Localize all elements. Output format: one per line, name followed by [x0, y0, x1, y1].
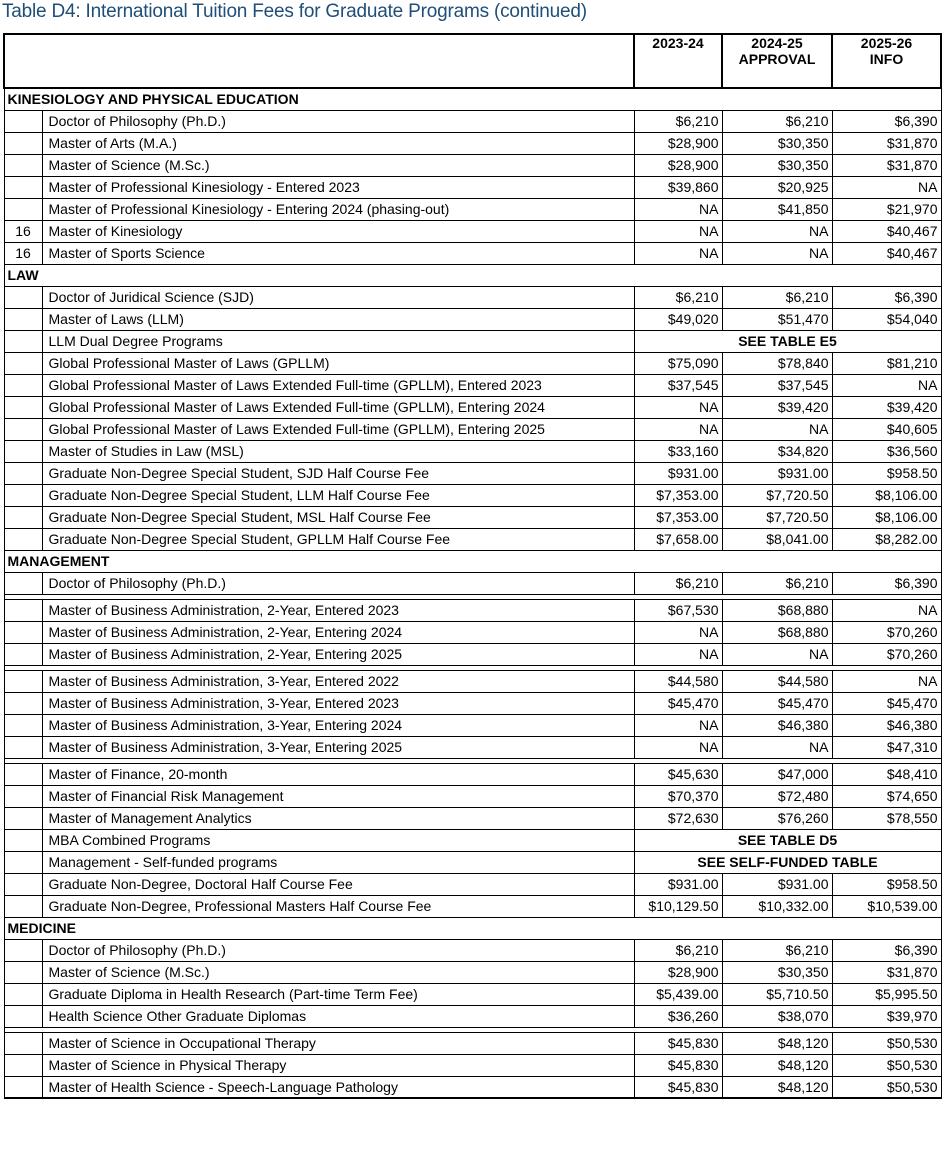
- fee-2025-26: $5,995.50: [832, 983, 941, 1005]
- fee-2025-26: $45,470: [832, 692, 941, 714]
- fee-2024-25: $45,470: [722, 692, 832, 714]
- table-row: [4, 572, 941, 594]
- program-name: Management - Self-funded programs: [42, 851, 634, 873]
- fee-2025-26: $8,106.00: [832, 484, 941, 506]
- table-row: [4, 242, 941, 264]
- fee-2024-25: $6,210: [722, 286, 832, 308]
- section-header-row: [4, 550, 941, 572]
- fee-2024-25: $39,420: [722, 396, 832, 418]
- fee-2025-26: $6,390: [832, 939, 941, 961]
- table-row: [4, 692, 941, 714]
- note-number: [4, 599, 42, 621]
- program-name: Graduate Non-Degree Special Student, LLM Half Course Fee: [42, 484, 634, 506]
- program-name: Master of Health Science - Speech-Language Pathology: [42, 1076, 634, 1098]
- program-name: Master of Professional Kinesiology - Entering 2024 (phasing-out): [42, 198, 634, 220]
- fee-2025-26: $31,870: [832, 961, 941, 983]
- fee-2024-25: $5,710.50: [722, 983, 832, 1005]
- note-number: [4, 440, 42, 462]
- note-number: [4, 462, 42, 484]
- fee-2023-24: NA: [634, 396, 722, 418]
- fee-2023-24: $36,260: [634, 1005, 722, 1027]
- section-header-row: [4, 264, 941, 286]
- fee-2025-26: $54,040: [832, 308, 941, 330]
- fee-2024-25: $6,210: [722, 110, 832, 132]
- fee-2025-26: $958.50: [832, 462, 941, 484]
- program-name: Graduate Non-Degree Special Student, SJD Half Course Fee: [42, 462, 634, 484]
- note-number: 16: [4, 220, 42, 242]
- fee-2024-25: NA: [722, 220, 832, 242]
- table-row: [4, 1032, 941, 1054]
- fee-2024-25: NA: [722, 242, 832, 264]
- table-row: [4, 1076, 941, 1098]
- fee-2024-25: $30,350: [722, 154, 832, 176]
- fee-2023-24: $931.00: [634, 462, 722, 484]
- fee-2024-25: $48,120: [722, 1032, 832, 1054]
- program-name: Master of Science in Physical Therapy: [42, 1054, 634, 1076]
- table-row: [4, 873, 941, 895]
- fee-2024-25: $6,210: [722, 939, 832, 961]
- note-number: [4, 352, 42, 374]
- program-name: Master of Kinesiology: [42, 220, 634, 242]
- fee-2023-24: $72,630: [634, 807, 722, 829]
- note-number: [4, 714, 42, 736]
- note-number: [4, 851, 42, 873]
- fee-2024-25: $8,041.00: [722, 528, 832, 550]
- program-name: Graduate Non-Degree Special Student, MSL Half Course Fee: [42, 506, 634, 528]
- program-name: Master of Business Administration, 2-Year, Entering 2024: [42, 621, 634, 643]
- table-row: [4, 396, 941, 418]
- fee-2024-25: $7,720.50: [722, 506, 832, 528]
- fee-2024-25: $48,120: [722, 1054, 832, 1076]
- note-number: [4, 396, 42, 418]
- program-name: Master of Financial Risk Management: [42, 785, 634, 807]
- program-name: Graduate Non-Degree, Doctoral Half Course Fee: [42, 873, 634, 895]
- program-name: Doctor of Philosophy (Ph.D.): [42, 572, 634, 594]
- fee-2025-26: $40,467: [832, 220, 941, 242]
- table-row: [4, 154, 941, 176]
- program-name: Master of Sports Science: [42, 242, 634, 264]
- fee-2025-26: $70,260: [832, 643, 941, 665]
- fee-2025-26: $6,390: [832, 110, 941, 132]
- fee-2023-24: $28,900: [634, 132, 722, 154]
- fee-2025-26: $81,210: [832, 352, 941, 374]
- fee-2024-25: $38,070: [722, 1005, 832, 1027]
- note-number: [4, 176, 42, 198]
- table-row: [4, 599, 941, 621]
- table-row: [4, 736, 941, 758]
- program-name: Master of Science in Occupational Therapy: [42, 1032, 634, 1054]
- fee-2025-26: $8,282.00: [832, 528, 941, 550]
- section-title: KINESIOLOGY AND PHYSICAL EDUCATION: [4, 88, 941, 110]
- table-row: [4, 1005, 941, 1027]
- header-blank: [4, 34, 634, 88]
- program-name: Master of Business Administration, 2-Year, Entering 2025: [42, 643, 634, 665]
- table-row: [4, 714, 941, 736]
- see-table-note: SEE TABLE E5: [634, 330, 941, 352]
- fee-2025-26: $958.50: [832, 873, 941, 895]
- fee-2023-24: $28,900: [634, 961, 722, 983]
- fee-2024-25: $46,380: [722, 714, 832, 736]
- fee-2023-24: $33,160: [634, 440, 722, 462]
- note-number: [4, 1005, 42, 1027]
- note-number: [4, 110, 42, 132]
- fee-2024-25: NA: [722, 418, 832, 440]
- fee-2023-24: NA: [634, 418, 722, 440]
- program-name: Global Professional Master of Laws Extended Full-time (GPLLM), Entered 2023: [42, 374, 634, 396]
- note-number: [4, 132, 42, 154]
- table-row: [4, 763, 941, 785]
- fee-2025-26: $31,870: [832, 154, 941, 176]
- fee-2023-24: $49,020: [634, 308, 722, 330]
- note-number: [4, 1076, 42, 1098]
- table-row: [4, 851, 941, 873]
- fee-2024-25: $68,880: [722, 621, 832, 643]
- fee-2024-25: $44,580: [722, 670, 832, 692]
- program-name: Master of Arts (M.A.): [42, 132, 634, 154]
- note-number: [4, 308, 42, 330]
- program-name: Global Professional Master of Laws Extended Full-time (GPLLM), Entering 2024: [42, 396, 634, 418]
- fee-2023-24: $45,470: [634, 692, 722, 714]
- fee-2023-24: $7,353.00: [634, 484, 722, 506]
- program-name: Master of Science (M.Sc.): [42, 154, 634, 176]
- program-name: Graduate Diploma in Health Research (Part-time Term Fee): [42, 983, 634, 1005]
- program-name: Global Professional Master of Laws (GPLLM): [42, 352, 634, 374]
- fee-2023-24: $6,210: [634, 110, 722, 132]
- fee-2025-26: $48,410: [832, 763, 941, 785]
- program-name: Master of Business Administration, 3-Year, Entered 2022: [42, 670, 634, 692]
- note-number: [4, 198, 42, 220]
- program-name: Master of Business Administration, 2-Year, Entered 2023: [42, 599, 634, 621]
- table-row: [4, 939, 941, 961]
- fee-2024-25: NA: [722, 736, 832, 758]
- header-row: [4, 34, 941, 88]
- table-row: [4, 621, 941, 643]
- fee-2025-26: $46,380: [832, 714, 941, 736]
- fee-2023-24: $931.00: [634, 873, 722, 895]
- fee-2024-25: $37,545: [722, 374, 832, 396]
- note-number: [4, 829, 42, 851]
- fee-2024-25: $931.00: [722, 462, 832, 484]
- fee-2025-26: NA: [832, 374, 941, 396]
- fee-2023-24: $44,580: [634, 670, 722, 692]
- fee-2023-24: $7,353.00: [634, 506, 722, 528]
- program-name: Master of Studies in Law (MSL): [42, 440, 634, 462]
- fee-2024-25: $30,350: [722, 961, 832, 983]
- fee-2025-26: $50,530: [832, 1032, 941, 1054]
- fee-2023-24: NA: [634, 621, 722, 643]
- program-name: Master of Business Administration, 3-Year, Entered 2023: [42, 692, 634, 714]
- fee-2025-26: $39,970: [832, 1005, 941, 1027]
- program-name: Master of Laws (LLM): [42, 308, 634, 330]
- program-name: MBA Combined Programs: [42, 829, 634, 851]
- fee-2025-26: $70,260: [832, 621, 941, 643]
- table-row: [4, 440, 941, 462]
- fee-2024-25: $34,820: [722, 440, 832, 462]
- fee-2025-26: $50,530: [832, 1076, 941, 1098]
- fee-2025-26: $74,650: [832, 785, 941, 807]
- note-number: 16: [4, 242, 42, 264]
- table-row: [4, 176, 941, 198]
- section-title: LAW: [4, 264, 941, 286]
- table-row: [4, 506, 941, 528]
- table-row: [4, 895, 941, 917]
- program-name: Global Professional Master of Laws Extended Full-time (GPLLM), Entering 2025: [42, 418, 634, 440]
- table-row: [4, 807, 941, 829]
- fee-2025-26: NA: [832, 670, 941, 692]
- fee-2024-25: $7,720.50: [722, 484, 832, 506]
- note-number: [4, 895, 42, 917]
- note-number: [4, 785, 42, 807]
- fee-2024-25: NA: [722, 643, 832, 665]
- fee-2023-24: $5,439.00: [634, 983, 722, 1005]
- see-table-note: SEE TABLE D5: [634, 829, 941, 851]
- fee-2023-24: $6,210: [634, 572, 722, 594]
- fee-2025-26: $10,539.00: [832, 895, 941, 917]
- table-row: [4, 330, 941, 352]
- table-row: [4, 528, 941, 550]
- note-number: [4, 873, 42, 895]
- fee-2023-24: $45,630: [634, 763, 722, 785]
- fee-2025-26: NA: [832, 599, 941, 621]
- table-row: [4, 308, 941, 330]
- note-number: [4, 692, 42, 714]
- note-number: [4, 154, 42, 176]
- note-number: [4, 286, 42, 308]
- fee-2023-24: $45,830: [634, 1076, 722, 1098]
- fee-2024-25: $931.00: [722, 873, 832, 895]
- fee-2024-25: $10,332.00: [722, 895, 832, 917]
- note-number: [4, 736, 42, 758]
- fee-2023-24: NA: [634, 220, 722, 242]
- fee-2023-24: $6,210: [634, 286, 722, 308]
- fee-2025-26: $6,390: [832, 286, 941, 308]
- fee-2023-24: $75,090: [634, 352, 722, 374]
- section-header-row: [4, 88, 941, 110]
- note-number: [4, 763, 42, 785]
- table-row: [4, 374, 941, 396]
- fee-2023-24: $67,530: [634, 599, 722, 621]
- fee-2024-25: $78,840: [722, 352, 832, 374]
- fee-2024-25: $47,000: [722, 763, 832, 785]
- fee-2023-24: $10,129.50: [634, 895, 722, 917]
- program-name: Master of Management Analytics: [42, 807, 634, 829]
- table-row: [4, 961, 941, 983]
- table-row: [4, 132, 941, 154]
- fee-2024-25: $20,925: [722, 176, 832, 198]
- note-number: [4, 1054, 42, 1076]
- fee-2025-26: $36,560: [832, 440, 941, 462]
- header-2025-26: 2025-26 INFO: [832, 34, 941, 88]
- fee-2025-26: $8,106.00: [832, 506, 941, 528]
- note-number: [4, 330, 42, 352]
- fee-2024-25: $68,880: [722, 599, 832, 621]
- table-row: [4, 785, 941, 807]
- fee-2025-26: $31,870: [832, 132, 941, 154]
- note-number: [4, 807, 42, 829]
- fee-2023-24: NA: [634, 242, 722, 264]
- program-name: Master of Professional Kinesiology - Entered 2023: [42, 176, 634, 198]
- fee-2024-25: $30,350: [722, 132, 832, 154]
- table-row: [4, 1054, 941, 1076]
- fee-2023-24: NA: [634, 643, 722, 665]
- header-2024-25: 2024-25 APPROVAL: [722, 34, 832, 88]
- table-row: [4, 286, 941, 308]
- fee-2023-24: $39,860: [634, 176, 722, 198]
- note-number: [4, 670, 42, 692]
- table-row: [4, 198, 941, 220]
- program-name: Master of Business Administration, 3-Year, Entering 2025: [42, 736, 634, 758]
- note-number: [4, 374, 42, 396]
- program-name: Doctor of Philosophy (Ph.D.): [42, 110, 634, 132]
- fee-2023-24: NA: [634, 714, 722, 736]
- program-name: Master of Science (M.Sc.): [42, 961, 634, 983]
- note-number: [4, 621, 42, 643]
- section-title: MEDICINE: [4, 917, 941, 939]
- fee-2025-26: $78,550: [832, 807, 941, 829]
- fee-2023-24: $6,210: [634, 939, 722, 961]
- fee-2023-24: $45,830: [634, 1032, 722, 1054]
- note-number: [4, 572, 42, 594]
- fee-2025-26: $40,605: [832, 418, 941, 440]
- note-number: [4, 484, 42, 506]
- fee-2025-26: $50,530: [832, 1054, 941, 1076]
- table-row: [4, 462, 941, 484]
- note-number: [4, 1032, 42, 1054]
- header-2023-24: 2023-24: [634, 34, 722, 88]
- table-row: [4, 670, 941, 692]
- table-row: [4, 829, 941, 851]
- fee-2023-24: $28,900: [634, 154, 722, 176]
- fee-2023-24: $37,545: [634, 374, 722, 396]
- see-table-note: SEE SELF-FUNDED TABLE: [634, 851, 941, 873]
- fee-2024-25: $6,210: [722, 572, 832, 594]
- tuition-fees-table: [3, 33, 942, 1099]
- fee-2025-26: $6,390: [832, 572, 941, 594]
- fee-2024-25: $48,120: [722, 1076, 832, 1098]
- section-title: MANAGEMENT: [4, 550, 941, 572]
- note-number: [4, 961, 42, 983]
- fee-2025-26: $47,310: [832, 736, 941, 758]
- program-name: Graduate Non-Degree Special Student, GPLLM Half Course Fee: [42, 528, 634, 550]
- fee-2025-26: $40,467: [832, 242, 941, 264]
- note-number: [4, 643, 42, 665]
- section-header-row: [4, 917, 941, 939]
- program-name: Graduate Non-Degree, Professional Masters Half Course Fee: [42, 895, 634, 917]
- fee-2023-24: $70,370: [634, 785, 722, 807]
- note-number: [4, 418, 42, 440]
- fee-2024-25: $72,480: [722, 785, 832, 807]
- fee-2024-25: $41,850: [722, 198, 832, 220]
- program-name: Master of Business Administration, 3-Year, Entering 2024: [42, 714, 634, 736]
- fee-2025-26: $39,420: [832, 396, 941, 418]
- program-name: Doctor of Juridical Science (SJD): [42, 286, 634, 308]
- table-row: [4, 220, 941, 242]
- table-row: [4, 643, 941, 665]
- program-name: Doctor of Philosophy (Ph.D.): [42, 939, 634, 961]
- program-name: Health Science Other Graduate Diplomas: [42, 1005, 634, 1027]
- fee-2024-25: $51,470: [722, 308, 832, 330]
- program-name: LLM Dual Degree Programs: [42, 330, 634, 352]
- table-row: [4, 110, 941, 132]
- fee-2023-24: $7,658.00: [634, 528, 722, 550]
- table-row: [4, 484, 941, 506]
- program-name: Master of Finance, 20-month: [42, 763, 634, 785]
- fee-2024-25: $76,260: [722, 807, 832, 829]
- fee-2023-24: NA: [634, 736, 722, 758]
- fee-2025-26: $21,970: [832, 198, 941, 220]
- note-number: [4, 983, 42, 1005]
- note-number: [4, 528, 42, 550]
- fee-2023-24: NA: [634, 198, 722, 220]
- fee-2025-26: NA: [832, 176, 941, 198]
- fee-2023-24: $45,830: [634, 1054, 722, 1076]
- table-row: [4, 352, 941, 374]
- note-number: [4, 939, 42, 961]
- table-title: Table D4: International Tuition Fees for Graduate Programs (continued): [2, 1, 587, 22]
- table-row: [4, 418, 941, 440]
- table-row: [4, 983, 941, 1005]
- note-number: [4, 506, 42, 528]
